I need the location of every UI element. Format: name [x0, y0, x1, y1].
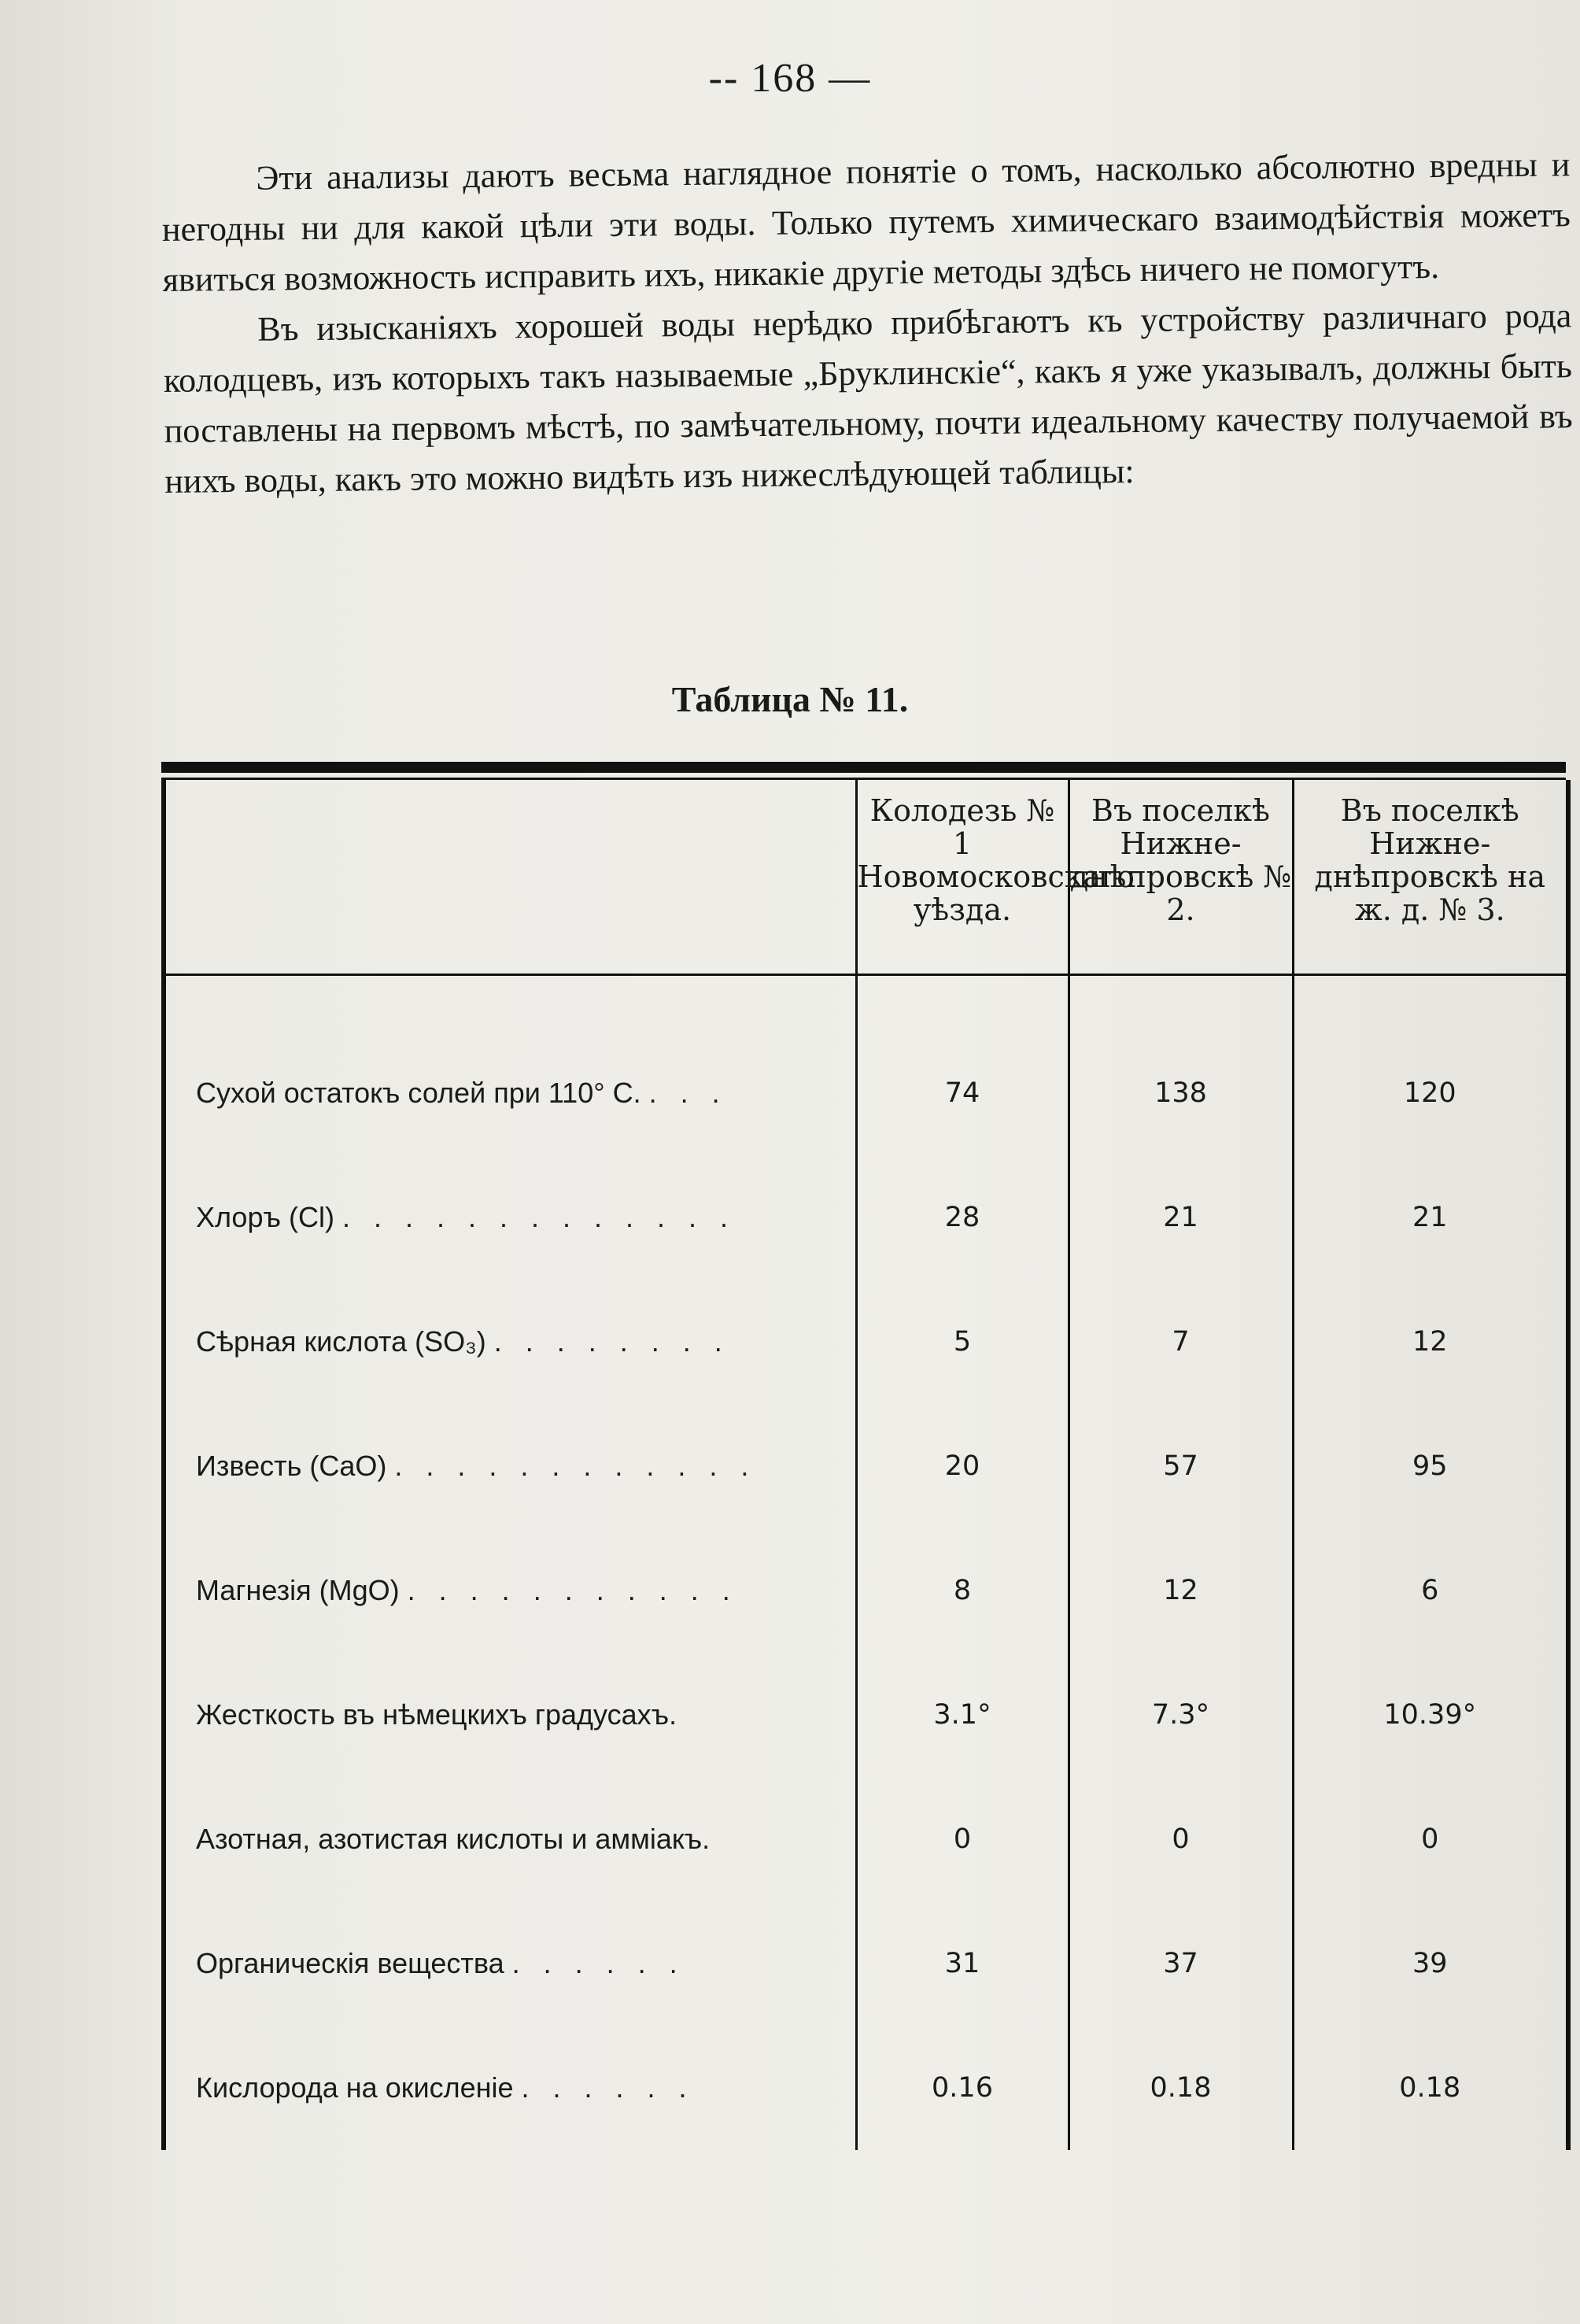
row-leader-dots: . . .: [648, 1077, 728, 1109]
data-table: [161, 762, 1566, 2150]
row-label: [164, 976, 856, 1155]
row-value-col-3: 21: [1293, 1155, 1568, 1280]
row-value-col-2: 0: [1069, 1777, 1293, 1901]
row-leader-dots: . . . . . . . .: [493, 1325, 730, 1358]
row-value-col-2: 138: [1069, 976, 1293, 1155]
row-label-text: Кислорода на окисленіе: [196, 2071, 514, 2104]
row-label-text: Органическія вещества: [196, 1947, 504, 1979]
row-value-col-1: 20: [856, 1404, 1069, 1528]
row-value-col-2: 7.3°: [1069, 1653, 1293, 1777]
table-row: [164, 1155, 1568, 1280]
table-row: [164, 976, 1568, 1155]
row-label: [164, 1653, 856, 1777]
row-value-col-3: 12: [1293, 1280, 1568, 1404]
row-label: [164, 1155, 856, 1280]
header-col-1: Колодезь № 1 Новомосковскаго уѣзда.: [856, 780, 1069, 975]
table-row: [164, 2026, 1568, 2150]
table-title: Таблица № 11.: [671, 679, 909, 719]
table-row: [164, 1404, 1568, 1528]
row-value-col-1: 8: [856, 1528, 1069, 1653]
row-value-col-1: 28: [856, 1155, 1069, 1280]
row-value-col-3: 10.39°: [1293, 1653, 1568, 1777]
row-label-text: Азотная, азотистая кислоты и амміакъ.: [196, 1823, 711, 1855]
row-label-text: Хлоръ (Cl): [196, 1201, 334, 1233]
row-leader-dots: . . . . . . . . . . . .: [394, 1450, 757, 1482]
row-label: [164, 2026, 856, 2150]
table-row: [164, 1777, 1568, 1901]
row-leader-dots: . . . . . .: [521, 2071, 695, 2104]
table-row: [164, 1528, 1568, 1653]
table-body: [161, 976, 1571, 2150]
header-label-cell: [164, 780, 856, 975]
row-value-col-1: 0: [856, 1777, 1069, 1901]
body-text: [161, 139, 1574, 507]
row-value-col-3: 95: [1293, 1404, 1568, 1528]
row-value-col-3: 0.18: [1293, 2026, 1568, 2150]
row-value-col-2: 57: [1069, 1404, 1293, 1528]
table-row: [164, 1901, 1568, 2026]
row-label: [164, 1528, 856, 1653]
row-value-col-1: 74: [856, 976, 1069, 1155]
paragraph-1: Эти анализы даютъ весьма наглядное понятіе о томъ, насколько абсолютно вредны и негодны ни для какой цѣли эти воды. Только путемъ химическаго взаимодѣйствія можетъ явиться возможность исправить ихъ, никакіе другіе методы здѣсь ничего не помогутъ.: [161, 145, 1571, 299]
row-label-text: Известь (CaO): [196, 1450, 387, 1482]
row-value-col-1: 3.1°: [856, 1653, 1069, 1777]
row-label-text: Сухой остатокъ солей при 110° С.: [196, 1077, 641, 1109]
row-value-col-2: 7: [1069, 1280, 1293, 1404]
row-label: [164, 1901, 856, 2026]
row-leader-dots: . . . . . .: [511, 1947, 685, 1979]
row-value-col-3: 120: [1293, 976, 1568, 1155]
paragraph-2: Въ изысканіяхъ хорошей воды нерѣдко прибѣгаютъ къ устройству различнаго рода колодцевъ, изъ которыхъ такъ называемые „Бруклинскіе“, какъ я уже указывалъ, должны быть поставлены на первомъ мѣстѣ, по замѣчательному, почти идеальному качеству получаемой въ нихъ воды, какъ это можно видѣть изъ нижеслѣдующей таблицы:: [163, 296, 1573, 501]
table-header-row: [164, 780, 1568, 975]
header-col-2: Въ поселкѣ Нижне-днѣпровскѣ № 2.: [1069, 780, 1293, 975]
row-leader-dots: . . . . . . . . . . .: [407, 1574, 738, 1606]
table-row: [164, 1280, 1568, 1404]
row-value-col-1: 5: [856, 1280, 1069, 1404]
row-value-col-1: 31: [856, 1901, 1069, 2026]
header-col-3: Въ поселкѣ Нижне-днѣпровскѣ на ж. д. № 3.: [1293, 780, 1568, 975]
row-label: [164, 1777, 856, 1901]
row-leader-dots: . . . . . . . . . . . . .: [341, 1201, 736, 1233]
row-value-col-2: 12: [1069, 1528, 1293, 1653]
row-value-col-2: 37: [1069, 1901, 1293, 2026]
row-value-col-3: 6: [1293, 1528, 1568, 1653]
row-value-col-1: 0.16: [856, 2026, 1069, 2150]
row-label: [164, 1280, 856, 1404]
row-value-col-2: 21: [1069, 1155, 1293, 1280]
page-number: -- 168 —: [708, 56, 872, 101]
row-value-col-2: 0.18: [1069, 2026, 1293, 2150]
table-top-rule: [161, 762, 1566, 773]
row-value-col-3: 39: [1293, 1901, 1568, 2026]
row-value-col-3: 0: [1293, 1777, 1568, 1901]
row-label-text: Магнезія (MgO): [196, 1574, 400, 1606]
row-label-text: Сѣрная кислота (SO₃): [196, 1325, 486, 1358]
table-row: [164, 1653, 1568, 1777]
row-label-text: Жесткость въ нѣмецкихъ градусахъ.: [196, 1698, 677, 1731]
row-label: [164, 1404, 856, 1528]
